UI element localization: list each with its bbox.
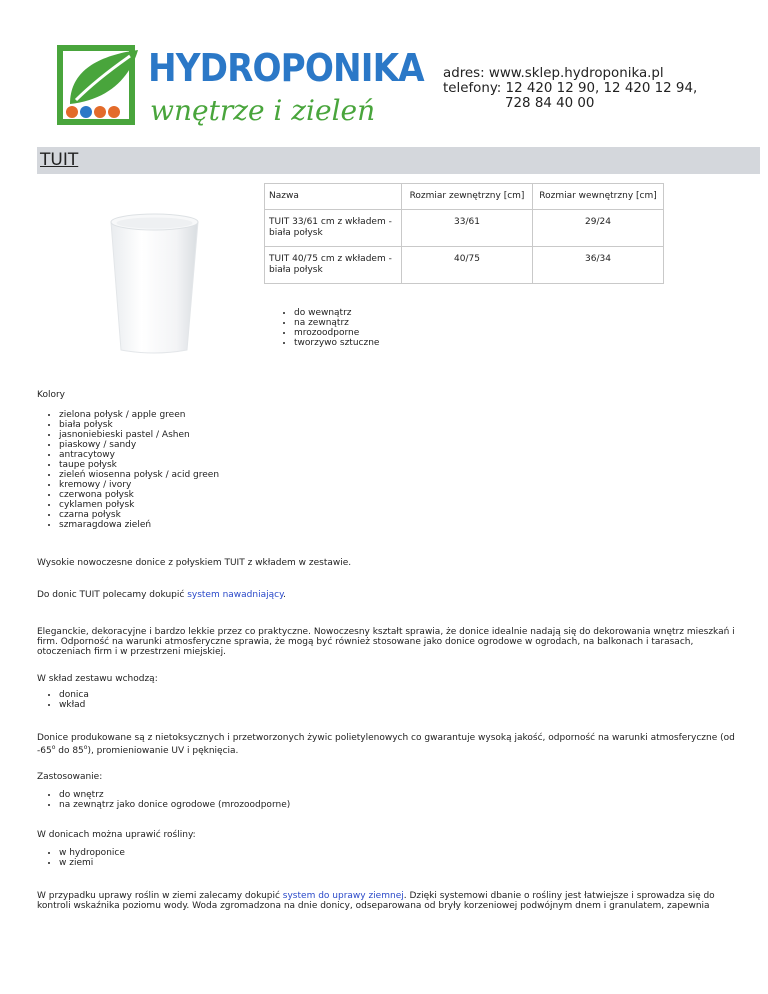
material-paragraph: [37, 733, 737, 756]
table-cell-name: TUIT 40/75 cm z wkładem - biała połysk: [265, 247, 402, 284]
address-text: adres: www.sklep.hydroponika.pl: [443, 66, 664, 81]
list-item: • tworzywo sztuczne: [294, 338, 379, 348]
list-item: • piaskowy / sandy: [59, 440, 219, 450]
contact-info: [443, 66, 697, 111]
list-item: • czerwona połysk: [59, 490, 219, 500]
usage-list: [37, 790, 290, 810]
list-item: • cyklamen połysk: [59, 500, 219, 510]
degree-symbol: o: [51, 744, 56, 751]
list-item: • antracytowy: [59, 450, 219, 460]
hydroponika-logo: [56, 44, 424, 130]
product-image: [50, 188, 258, 358]
recommend-text: Do donic TUIT polecamy dokupić: [37, 590, 188, 600]
list-item: • do wewnątrz: [294, 308, 379, 318]
list-item: • na zewnątrz: [294, 318, 379, 328]
soil-text-end: . Dzięki systemowi dbanie o rośliny jest łatwiejsze i sprowadza się do kontroli wskaźnika poziomu wody. Woda zgromadzona na dnie donicy, odseparowana od bryły korzeniowej podwójnym dnem i granulatem, zapewnia: [37, 891, 715, 911]
soil-text: W przypadku uprawy roślin w ziemi zalecamy dokupić: [37, 891, 283, 901]
product-title[interactable]: TUIT: [40, 150, 79, 170]
list-item: • kremowy / ivory: [59, 480, 219, 490]
description-paragraph: Eleganckie, dekoracyjne i bardzo lekkie przez co praktyczne. Nowoczesny kształt sprawia, że donice idealnie nadają się do dekorowania wnętrz mieszkań i firm. Odporność na warunki atmosferyczne sprawia, że mogą być również stosowane jako donice ogrodowe w ogrodach, na balkonach i tarasach, otoczeniach firm i w przestrzeni miejskiej.: [37, 627, 735, 657]
table-header-row: [265, 184, 664, 210]
plants-list: [37, 848, 125, 868]
list-item: • w ziemi: [59, 858, 125, 868]
product-title-bar: [37, 147, 760, 174]
table-row: [265, 210, 664, 247]
plants-label: W donicach można uprawić rośliny:: [37, 830, 196, 840]
set-label: W skład zestawu wchodzą:: [37, 674, 158, 684]
table-cell-inner-size: 29/24: [533, 210, 664, 247]
recommend-text-end: .: [283, 590, 286, 600]
colors-label: Kolory: [37, 390, 65, 400]
sizes-table: [264, 183, 664, 284]
list-item: • szmaragdowa zieleń: [59, 520, 219, 530]
column-header-name: Nazwa: [265, 184, 402, 210]
column-header-outer-size: Rozmiar zewnętrzny [cm]: [402, 184, 533, 210]
table-row: [265, 247, 664, 284]
colors-list: [37, 410, 219, 530]
material-text-end: ), promieniowanie UV i pęknięcia.: [87, 746, 239, 756]
table-cell-outer-size: 40/75: [402, 247, 533, 284]
phones-text: telefony: 12 420 12 90, 12 420 12 94,: [443, 81, 698, 96]
list-item: • taupe połysk: [59, 460, 219, 470]
irrigation-system-link[interactable]: system nawadniający: [187, 590, 284, 600]
list-item: • czarna połysk: [59, 510, 219, 520]
list-item: • donica: [59, 690, 89, 700]
table-cell-inner-size: 36/34: [533, 247, 664, 284]
material-text: Donice produkowane są z nietoksycznych i przetworzonych żywic polietylenowych co gwarantuje wysoką jakość, odporność na warunki atmosferyczne (od -65: [37, 733, 735, 756]
features-list: [272, 308, 379, 348]
list-item: • wkład: [59, 700, 89, 710]
intro-paragraph: Wysokie nowoczesne donice z połyskiem TUIT z wkładem w zestawie.: [37, 558, 352, 568]
column-header-inner-size: Rozmiar wewnętrzny [cm]: [533, 184, 664, 210]
leaf-logo-icon: [56, 44, 148, 130]
soil-system-link[interactable]: system do uprawy ziemnej: [282, 891, 404, 901]
list-item: • w hydroponice: [59, 848, 125, 858]
list-item: • biała połysk: [59, 420, 219, 430]
list-item: • zielona połysk / apple green: [59, 410, 219, 420]
list-item: • zieleń wiosenna połysk / acid green: [59, 470, 219, 480]
phones-text-continued: 728 84 40 00: [505, 96, 595, 111]
logo-brand-text: HYDROPONIKA: [148, 46, 424, 90]
table-cell-name: TUIT 33/61 cm z wkładem - biała połysk: [265, 210, 402, 247]
list-item: • do wnętrz: [59, 790, 290, 800]
degree-symbol: o: [83, 744, 88, 751]
soil-system-paragraph: [37, 891, 737, 911]
list-item: • jasnoniebieski pastel / Ashen: [59, 430, 219, 440]
table-cell-outer-size: 33/61: [402, 210, 533, 247]
set-list: [37, 690, 89, 710]
list-item: • mrozoodporne: [294, 328, 379, 338]
list-item: • na zewnątrz jako donice ogrodowe (mrozoodporne): [59, 800, 290, 810]
logo-tagline: wnętrze i zieleń: [150, 94, 376, 127]
recommend-paragraph: [37, 590, 737, 600]
material-text-mid: do 85: [55, 746, 84, 756]
usage-label: Zastosowanie:: [37, 772, 103, 782]
